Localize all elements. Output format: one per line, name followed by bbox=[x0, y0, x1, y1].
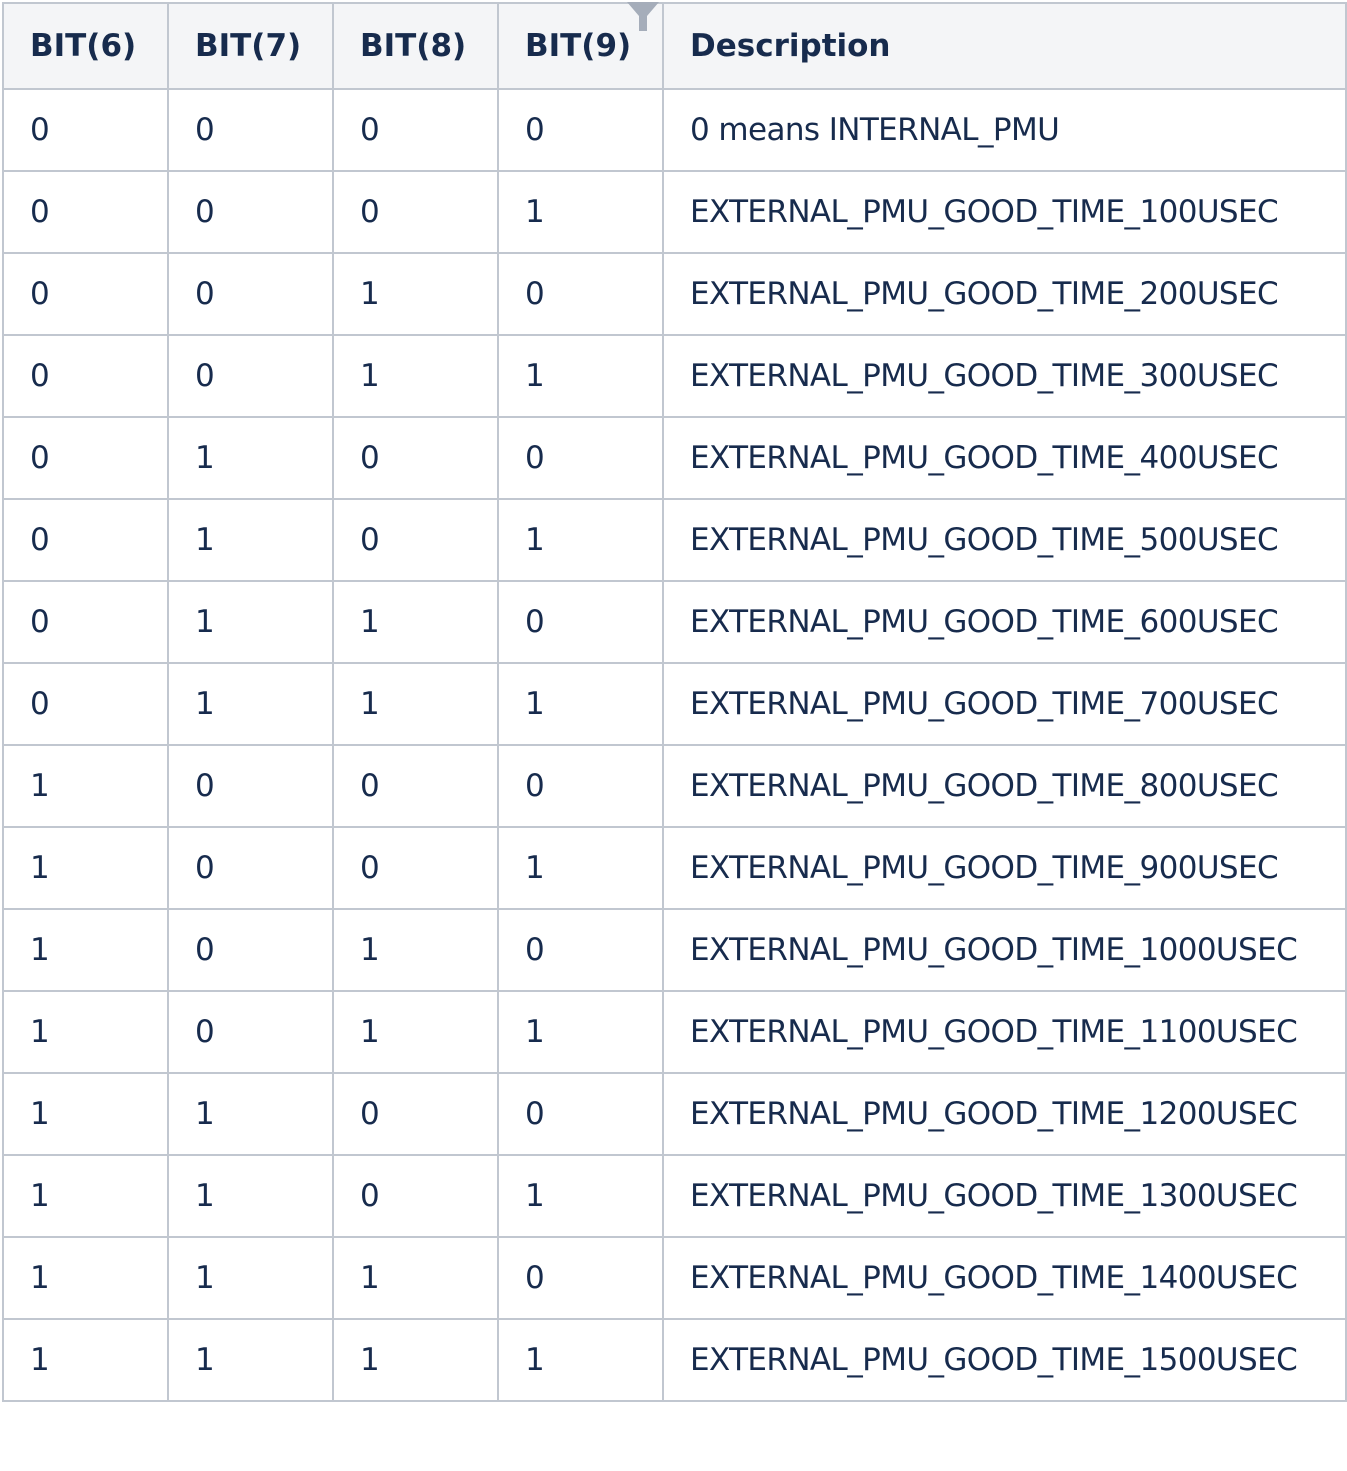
cell-bit9: 1 bbox=[498, 1155, 663, 1237]
cell-bit9: 0 bbox=[498, 1237, 663, 1319]
cell-bit8: 1 bbox=[333, 581, 498, 663]
cell-description: EXTERNAL_PMU_GOOD_TIME_200USEC bbox=[663, 253, 1346, 335]
cell-description: EXTERNAL_PMU_GOOD_TIME_900USEC bbox=[663, 827, 1346, 909]
cell-bit8: 0 bbox=[333, 1155, 498, 1237]
cell-bit7: 0 bbox=[168, 171, 333, 253]
cell-bit9: 1 bbox=[498, 335, 663, 417]
cell-bit8: 0 bbox=[333, 745, 498, 827]
table-header-row bbox=[3, 3, 1346, 89]
cell-bit6: 1 bbox=[3, 991, 168, 1073]
cell-description: EXTERNAL_PMU_GOOD_TIME_600USEC bbox=[663, 581, 1346, 663]
cell-bit6: 0 bbox=[3, 335, 168, 417]
table-row bbox=[3, 1155, 1346, 1237]
cell-bit7: 0 bbox=[168, 335, 333, 417]
header-bit7[interactable]: BIT(7) bbox=[168, 3, 333, 89]
table-row bbox=[3, 1319, 1346, 1401]
cell-description: EXTERNAL_PMU_GOOD_TIME_700USEC bbox=[663, 663, 1346, 745]
cell-bit8: 1 bbox=[333, 663, 498, 745]
cell-bit7: 1 bbox=[168, 1319, 333, 1401]
cell-bit7: 1 bbox=[168, 1155, 333, 1237]
cell-bit8: 0 bbox=[333, 89, 498, 171]
cell-bit6: 1 bbox=[3, 909, 168, 991]
cell-bit9: 1 bbox=[498, 499, 663, 581]
cell-bit7: 0 bbox=[168, 253, 333, 335]
table-body bbox=[3, 89, 1346, 1401]
table-row bbox=[3, 1073, 1346, 1155]
cell-bit9: 0 bbox=[498, 1073, 663, 1155]
table-row bbox=[3, 909, 1346, 991]
cell-bit6: 0 bbox=[3, 663, 168, 745]
cell-bit6: 0 bbox=[3, 253, 168, 335]
cell-bit6: 1 bbox=[3, 827, 168, 909]
cell-bit9: 0 bbox=[498, 417, 663, 499]
cell-bit8: 0 bbox=[333, 1073, 498, 1155]
cell-description: EXTERNAL_PMU_GOOD_TIME_500USEC bbox=[663, 499, 1346, 581]
table-row bbox=[3, 89, 1346, 171]
cell-description: EXTERNAL_PMU_GOOD_TIME_1200USEC bbox=[663, 1073, 1346, 1155]
cell-bit6: 1 bbox=[3, 1319, 168, 1401]
cell-description: EXTERNAL_PMU_GOOD_TIME_800USEC bbox=[663, 745, 1346, 827]
cell-bit8: 1 bbox=[333, 991, 498, 1073]
cell-description: EXTERNAL_PMU_GOOD_TIME_1100USEC bbox=[663, 991, 1346, 1073]
cell-description: EXTERNAL_PMU_GOOD_TIME_300USEC bbox=[663, 335, 1346, 417]
cell-bit8: 0 bbox=[333, 417, 498, 499]
cell-bit7: 0 bbox=[168, 89, 333, 171]
cell-bit8: 1 bbox=[333, 1237, 498, 1319]
table-row bbox=[3, 663, 1346, 745]
table-row bbox=[3, 335, 1346, 417]
table-row bbox=[3, 499, 1346, 581]
cell-bit9: 0 bbox=[498, 89, 663, 171]
cell-bit9: 1 bbox=[498, 171, 663, 253]
bit-description-table bbox=[2, 2, 1347, 1402]
cell-bit6: 0 bbox=[3, 581, 168, 663]
cell-bit8: 1 bbox=[333, 253, 498, 335]
table-row bbox=[3, 171, 1346, 253]
cell-description: EXTERNAL_PMU_GOOD_TIME_1000USEC bbox=[663, 909, 1346, 991]
cell-bit7: 1 bbox=[168, 1237, 333, 1319]
cell-bit7: 0 bbox=[168, 827, 333, 909]
cell-bit7: 1 bbox=[168, 417, 333, 499]
cell-description: 0 means INTERNAL_PMU bbox=[663, 89, 1346, 171]
cell-bit8: 0 bbox=[333, 171, 498, 253]
table-row bbox=[3, 253, 1346, 335]
header-bit6[interactable]: BIT(6) bbox=[3, 3, 168, 89]
cell-description: EXTERNAL_PMU_GOOD_TIME_100USEC bbox=[663, 171, 1346, 253]
cell-bit9: 0 bbox=[498, 745, 663, 827]
cell-bit9: 1 bbox=[498, 1319, 663, 1401]
table-row bbox=[3, 991, 1346, 1073]
cell-bit6: 1 bbox=[3, 1237, 168, 1319]
header-bit8[interactable]: BIT(8) bbox=[333, 3, 498, 89]
cell-description: EXTERNAL_PMU_GOOD_TIME_1400USEC bbox=[663, 1237, 1346, 1319]
table-row bbox=[3, 745, 1346, 827]
header-bit9[interactable]: BIT(9) bbox=[498, 3, 663, 89]
cell-bit9: 0 bbox=[498, 909, 663, 991]
table-row bbox=[3, 417, 1346, 499]
cell-bit7: 1 bbox=[168, 581, 333, 663]
cell-bit7: 0 bbox=[168, 909, 333, 991]
filter-icon[interactable] bbox=[624, 0, 662, 34]
cell-bit8: 0 bbox=[333, 827, 498, 909]
cell-bit9: 1 bbox=[498, 663, 663, 745]
cell-bit6: 1 bbox=[3, 745, 168, 827]
cell-bit7: 0 bbox=[168, 745, 333, 827]
cell-description: EXTERNAL_PMU_GOOD_TIME_1500USEC bbox=[663, 1319, 1346, 1401]
cell-bit7: 0 bbox=[168, 991, 333, 1073]
cell-bit6: 1 bbox=[3, 1155, 168, 1237]
cell-description: EXTERNAL_PMU_GOOD_TIME_400USEC bbox=[663, 417, 1346, 499]
cell-bit6: 1 bbox=[3, 1073, 168, 1155]
cell-bit7: 1 bbox=[168, 499, 333, 581]
table-row bbox=[3, 827, 1346, 909]
cell-bit6: 0 bbox=[3, 417, 168, 499]
table-row bbox=[3, 1237, 1346, 1319]
cell-bit8: 1 bbox=[333, 1319, 498, 1401]
cell-bit6: 0 bbox=[3, 499, 168, 581]
cell-bit6: 0 bbox=[3, 89, 168, 171]
cell-bit6: 0 bbox=[3, 171, 168, 253]
cell-bit8: 1 bbox=[333, 909, 498, 991]
cell-bit8: 1 bbox=[333, 335, 498, 417]
header-description[interactable]: Description bbox=[663, 3, 1346, 89]
cell-bit7: 1 bbox=[168, 663, 333, 745]
cell-bit9: 1 bbox=[498, 991, 663, 1073]
cell-bit7: 1 bbox=[168, 1073, 333, 1155]
cell-description: EXTERNAL_PMU_GOOD_TIME_1300USEC bbox=[663, 1155, 1346, 1237]
cell-bit9: 1 bbox=[498, 827, 663, 909]
cell-bit8: 0 bbox=[333, 499, 498, 581]
table-row bbox=[3, 581, 1346, 663]
cell-bit9: 0 bbox=[498, 253, 663, 335]
cell-bit9: 0 bbox=[498, 581, 663, 663]
